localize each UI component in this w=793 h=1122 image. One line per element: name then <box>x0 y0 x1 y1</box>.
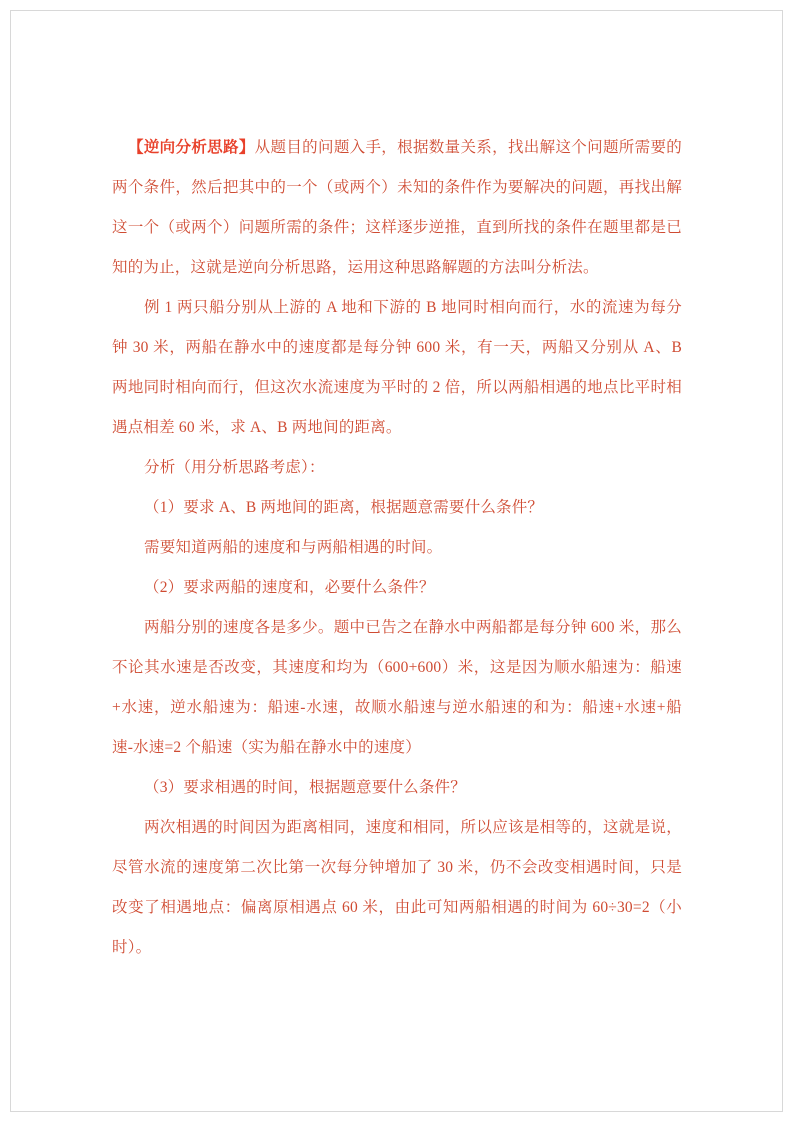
paragraph-answer-3: 两次相遇的时间因为距离相同，速度和相同，所以应该是相等的，这就是说，尽管水流的速度第二次比第一次每分钟增加了 30 米，仍不会改变相遇时间，只是改变了相遇地点：偏离原相遇点 60 米，由此可知两船相遇的时间为 60÷30=2（小时）。 <box>112 819 682 956</box>
paragraph-question-3: （3）要求相遇的时间，根据题意要什么条件？ <box>144 779 466 796</box>
paragraph-answer-2: 两船分别的速度各是多少。题中已告之在静水中两船都是每分钟 600 米，那么不论其水速是否改变，其速度和均为（600+600）米，这是因为顺水船速为：船速+水速，逆水船速为：船速-水速，故顺水船速与逆水船速的和为：船速+水速+船速-水速=2 个船速（实为船在静水中的速度） <box>112 619 682 756</box>
paragraph-intro <box>112 128 682 288</box>
paragraph-answer-1: 需要知道两船的速度和与两船相遇的时间。 <box>144 539 443 556</box>
intro-text: 从题目的问题入手，根据数量关系，找出解这个问题所需要的两个条件，然后把其中的一个（或两个）未知的条件作为要解决的问题，再找出解这一个（或两个）问题所需的条件；这样逐步逆推，直到所找的条件在题里都是已知的为止，这就是逆向分析思路，运用这种思路解题的方法叫分析法。 <box>112 139 682 276</box>
paragraph-question-2: （2）要求两船的速度和，必要什么条件？ <box>144 579 435 596</box>
intro-lead-label: 【逆向分析思路】 <box>128 139 255 156</box>
paragraph-question-1: （1）要求 A、B 两地间的距离，根据题意需要什么条件？ <box>144 499 544 516</box>
paragraph-example-1: 例 1 两只船分别从上游的 A 地和下游的 B 地同时相向而行，水的流速为每分钟 30 米，两船在静水中的速度都是每分钟 600 米，有一天，两船又分别从 A、B 两地同时相向而行，但这次水流速度为平时的 2 倍，所以两船相遇的地点比平时相遇点相差 60 米，求 A、B 两地间的距离。 <box>112 299 682 436</box>
document-body <box>112 128 682 968</box>
paragraph-analysis-header: 分析（用分析思路考虑）： <box>144 459 325 476</box>
